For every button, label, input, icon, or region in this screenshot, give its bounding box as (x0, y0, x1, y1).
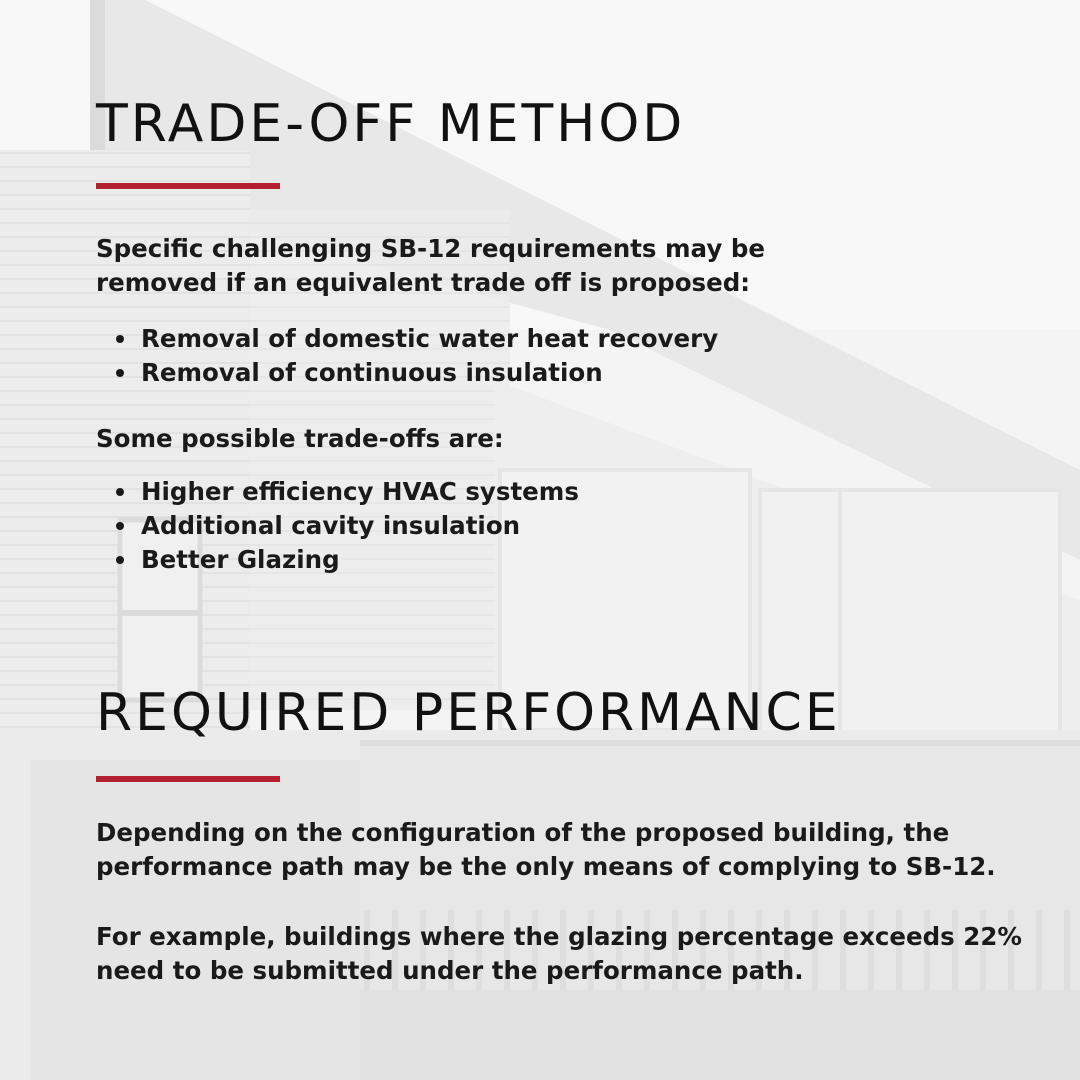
trade-off-intro-line-1: Specific challenging SB-12 requirements may be (96, 234, 765, 263)
required-performance-paragraph-2 (96, 920, 1026, 988)
bullet-icon (116, 335, 124, 343)
list-item: Removal of continuous insulation (96, 356, 718, 390)
trade-off-options-list (96, 475, 579, 577)
bullet-icon (116, 522, 124, 530)
trade-off-intro-line-2: removed if an equivalent trade off is proposed: (96, 268, 751, 297)
required-para1-line-2: performance path may be the only means of complying to SB-12. (96, 852, 996, 881)
trade-off-accent-rule (96, 183, 280, 189)
required-para2-line-1: For example, buildings where the glazing percentage exceeds 22% (96, 922, 1022, 951)
required-para2-line-2: need to be submitted under the performance path. (96, 956, 804, 985)
bullet-icon (116, 488, 124, 496)
bullet-icon (116, 369, 124, 377)
required-para1-line-1: Depending on the configuration of the proposed building, the (96, 818, 950, 847)
required-performance-paragraph-1 (96, 816, 1026, 884)
bullet-icon (116, 556, 124, 564)
required-performance-accent-rule (96, 776, 280, 782)
possible-trade-offs-label: Some possible trade-offs are: (96, 424, 504, 453)
list-item: Higher efficiency HVAC systems (96, 475, 579, 509)
removals-list (96, 322, 718, 390)
list-item: Additional cavity insulation (96, 509, 579, 543)
list-item: Removal of domestic water heat recovery (96, 322, 718, 356)
trade-off-method-heading: TRADE-OFF METHOD (96, 94, 686, 154)
required-performance-heading: REQUIRED PERFORMANCE (96, 683, 841, 743)
list-item: Better Glazing (96, 543, 579, 577)
trade-off-intro-text (96, 232, 1026, 300)
